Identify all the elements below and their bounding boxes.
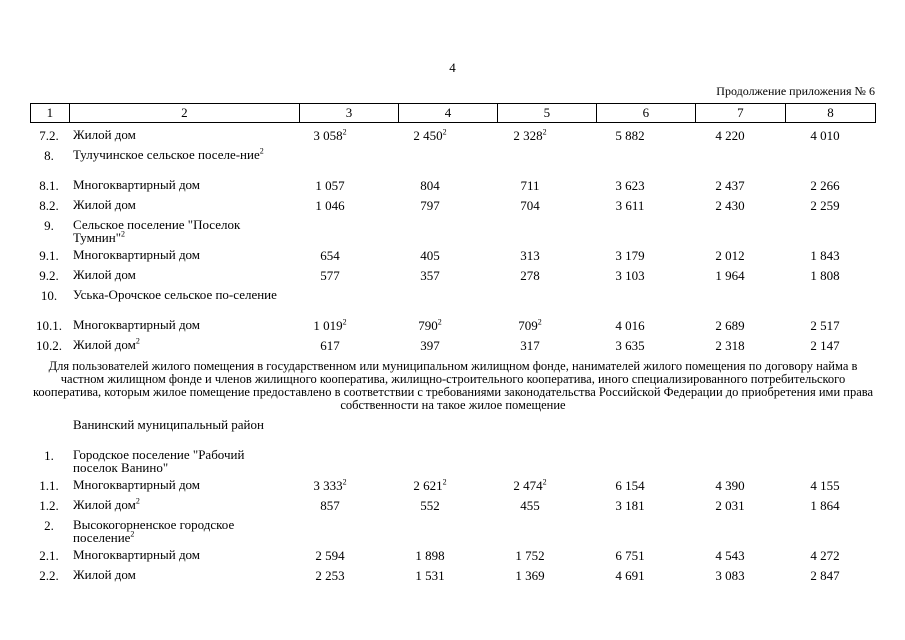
value-text: 2 689 [715, 318, 745, 333]
row-value-col-6 [580, 568, 680, 584]
row-value-col-8 [775, 178, 875, 194]
row-value-col-8 [775, 568, 875, 584]
table-row [30, 246, 876, 266]
row-number: 1.2. [39, 498, 59, 513]
table-row [30, 196, 876, 216]
value-text: 797 [420, 198, 440, 213]
table-row [30, 546, 876, 566]
row-name [73, 178, 283, 191]
value-text: 4 155 [810, 478, 840, 493]
value-text: 857 [320, 498, 340, 513]
value-text: 313 [520, 248, 540, 263]
row-name [73, 248, 283, 261]
value-text: 711 [520, 178, 540, 193]
row-value-col-5 [480, 268, 580, 284]
value-text: 405 [420, 248, 440, 263]
row-name-text: Жилой дом [73, 267, 136, 282]
row-value-col-7 [680, 338, 780, 354]
row-name-text: Многоквартирный дом [73, 247, 201, 262]
row-value-col-5 [480, 568, 580, 584]
row-value-col-8 [775, 498, 875, 514]
value-text: 4 543 [715, 548, 745, 563]
table-row [30, 516, 876, 546]
row-value-col-5 [480, 248, 580, 264]
value-text: 3 083 [715, 568, 745, 583]
row-name-text: Сельское поселение "Поселок Тумнин" [73, 217, 241, 245]
value-text: 455 [520, 498, 540, 513]
row-name-text: Ванинский муниципальный район [73, 417, 264, 432]
row-value-col-3 [280, 338, 380, 354]
column-header-table [30, 103, 876, 123]
row-value-col-8 [775, 548, 875, 564]
table-row [30, 336, 876, 356]
table-row [30, 266, 876, 286]
row-name-text: Высокогорненское городское поселение [73, 517, 235, 545]
value-text: 1 531 [415, 568, 445, 583]
footnote-mark: 2 [437, 317, 442, 327]
row-name [73, 288, 283, 301]
row-value-col-8 [775, 248, 875, 264]
value-text: 617 [320, 338, 340, 353]
value-text: 6 751 [615, 548, 645, 563]
row-value-col-7 [680, 248, 780, 264]
value-text: 2 474 [513, 478, 543, 493]
value-text: 3 623 [615, 178, 645, 193]
row-value-col-6 [580, 178, 680, 194]
row-value-col-7 [680, 178, 780, 194]
value-text: 654 [320, 248, 340, 263]
row-number: 2.1. [39, 548, 59, 563]
table-row [30, 176, 876, 196]
table-body [30, 126, 876, 586]
row-value-col-5 [480, 498, 580, 514]
footnote-mark: 2 [130, 529, 135, 539]
value-text: 4 016 [615, 318, 645, 333]
row-value-col-7 [680, 548, 780, 564]
row-number: 9.1. [39, 248, 59, 263]
row-value-col-3 [280, 268, 380, 284]
row-value-col-6 [580, 198, 680, 214]
table-row [30, 416, 876, 446]
row-value-col-6 [580, 268, 680, 284]
value-text: 4 390 [715, 478, 745, 493]
col-header-4: 4 [399, 104, 498, 123]
value-text: 709 [518, 318, 538, 333]
row-name-text: Тулучинское сельское поселе-ние [73, 147, 260, 162]
row-name-text: Жилой дом [73, 127, 136, 142]
row-name-text: Жилой дом [73, 497, 136, 512]
table-row [30, 446, 876, 476]
row-value-col-3 [280, 198, 380, 214]
value-text: 1 057 [315, 178, 345, 193]
row-name [73, 218, 283, 244]
row-value-col-6 [580, 548, 680, 564]
row-value-col-3 [280, 178, 380, 194]
row-value-col-4 [380, 318, 480, 334]
row-name-text: Городское поселение "Рабочий поселок Ванино" [73, 447, 245, 475]
value-text: 317 [520, 338, 540, 353]
row-value-col-5 [480, 318, 580, 334]
row-number: 10.2. [36, 338, 62, 353]
footnote-mark: 2 [537, 317, 542, 327]
table-row [30, 286, 876, 316]
row-name [73, 568, 283, 581]
row-value-col-4 [380, 338, 480, 354]
row-name-text: Уська-Орочское сельское по-селение [73, 287, 277, 302]
row-number: 7.2. [39, 128, 59, 143]
value-text: 1 369 [515, 568, 545, 583]
row-value-col-7 [680, 198, 780, 214]
value-text: 3 635 [615, 338, 645, 353]
value-text: 4 272 [810, 548, 840, 563]
value-text: 2 430 [715, 198, 745, 213]
row-value-col-4 [380, 268, 480, 284]
row-value-col-7 [680, 128, 780, 144]
row-name [73, 198, 283, 211]
value-text: 2 012 [715, 248, 745, 263]
row-name [73, 318, 283, 331]
row-value-col-8 [775, 198, 875, 214]
row-value-col-7 [680, 318, 780, 334]
row-number: 1. [44, 448, 54, 463]
col-header-5: 5 [497, 104, 596, 123]
row-name [73, 498, 283, 511]
value-text: 2 031 [715, 498, 745, 513]
row-value-col-4 [380, 568, 480, 584]
row-value-col-7 [680, 268, 780, 284]
value-text: 1 752 [515, 548, 545, 563]
row-number: 8. [44, 148, 54, 163]
row-value-col-6 [580, 338, 680, 354]
value-text: 278 [520, 268, 540, 283]
value-text: 2 328 [513, 128, 543, 143]
value-text: 1 808 [810, 268, 840, 283]
row-value-col-4 [380, 178, 480, 194]
row-name-text: Многоквартирный дом [73, 177, 201, 192]
value-text: 2 847 [810, 568, 840, 583]
value-text: 6 154 [615, 478, 645, 493]
section-note: Для пользователей жилого помещения в государственном или муниципальном жилищном фонде, нанимателей жилого помещения по договору найма в частном жилищном фонде и членов жилищного кооператива, жилищно-строительного кооператива, иного специализированного потребительского кооператива, которым жилое помещение предоставлено в соответствии с требованиями законодательства Российской Федерации до приобретения ими права собственности на такое жилое помещение [32, 359, 874, 412]
row-value-col-4 [380, 248, 480, 264]
row-number: 8.1. [39, 178, 59, 193]
row-name-text: Многоквартирный дом [73, 477, 201, 492]
row-value-col-4 [380, 198, 480, 214]
footnote-mark: 2 [442, 477, 447, 487]
value-text: 3 181 [615, 498, 645, 513]
row-value-col-3 [280, 548, 380, 564]
row-name [73, 268, 283, 281]
value-text: 1 864 [810, 498, 840, 513]
row-number: 9.2. [39, 268, 59, 283]
row-name-text: Жилой дом [73, 567, 136, 582]
row-value-col-5 [480, 338, 580, 354]
value-text: 4 691 [615, 568, 645, 583]
row-value-col-5 [480, 478, 580, 494]
value-text: 3 058 [313, 128, 343, 143]
page-number: 4 [449, 60, 456, 75]
row-name [73, 128, 283, 141]
row-value-col-6 [580, 128, 680, 144]
footnote-mark: 2 [342, 317, 347, 327]
row-value-col-7 [680, 568, 780, 584]
footnote-mark: 2 [342, 477, 347, 487]
row-name-text: Жилой дом [73, 337, 136, 352]
value-text: 397 [420, 338, 440, 353]
value-text: 790 [418, 318, 438, 333]
continuation-label: Продолжение приложения № 6 [716, 84, 875, 98]
row-value-col-5 [480, 178, 580, 194]
row-number: 9. [44, 218, 54, 233]
row-number: 8.2. [39, 198, 59, 213]
row-name [73, 478, 283, 491]
value-text: 2 318 [715, 338, 745, 353]
row-value-col-4 [380, 498, 480, 514]
table-row [30, 496, 876, 516]
row-value-col-3 [280, 128, 380, 144]
value-text: 2 594 [315, 548, 345, 563]
footnote-mark: 2 [342, 127, 347, 137]
row-value-col-6 [580, 498, 680, 514]
value-text: 2 621 [413, 478, 443, 493]
footnote-mark: 2 [135, 336, 140, 346]
row-value-col-5 [480, 128, 580, 144]
value-text: 1 019 [313, 318, 343, 333]
value-text: 1 964 [715, 268, 745, 283]
table-row [30, 476, 876, 496]
table-row [30, 126, 876, 146]
footnote-mark: 2 [542, 477, 547, 487]
value-text: 1 898 [415, 548, 445, 563]
footnote-mark: 2 [135, 496, 140, 506]
row-name [73, 518, 283, 544]
row-value-col-4 [380, 128, 480, 144]
footnote-mark: 2 [259, 146, 264, 156]
value-text: 2 450 [413, 128, 443, 143]
row-value-col-8 [775, 338, 875, 354]
value-text: 2 517 [810, 318, 840, 333]
row-value-col-5 [480, 548, 580, 564]
col-header-2: 2 [69, 104, 299, 123]
table-row [30, 146, 876, 176]
row-name [73, 338, 283, 351]
col-header-7: 7 [695, 104, 785, 123]
row-number: 2. [44, 518, 54, 533]
value-text: 3 333 [313, 478, 343, 493]
value-text: 577 [320, 268, 340, 283]
col-header-6: 6 [596, 104, 695, 123]
col-header-1: 1 [31, 104, 70, 123]
table-row [30, 316, 876, 336]
row-name-text: Многоквартирный дом [73, 317, 201, 332]
value-text: 804 [420, 178, 440, 193]
value-text: 2 437 [715, 178, 745, 193]
table-row [30, 566, 876, 586]
row-value-col-6 [580, 478, 680, 494]
value-text: 552 [420, 498, 440, 513]
row-name [73, 448, 283, 474]
row-value-col-3 [280, 498, 380, 514]
value-text: 4 010 [810, 128, 840, 143]
row-name-text: Жилой дом [73, 197, 136, 212]
row-name [73, 418, 283, 431]
value-text: 2 259 [810, 198, 840, 213]
value-text: 704 [520, 198, 540, 213]
footnote-mark: 2 [542, 127, 547, 137]
value-text: 5 882 [615, 128, 645, 143]
row-value-col-5 [480, 198, 580, 214]
row-value-col-8 [775, 128, 875, 144]
row-value-col-8 [775, 318, 875, 334]
value-text: 1 046 [315, 198, 345, 213]
row-value-col-4 [380, 548, 480, 564]
row-name-text: Многоквартирный дом [73, 547, 201, 562]
value-text: 1 843 [810, 248, 840, 263]
row-value-col-3 [280, 248, 380, 264]
footnote-mark: 2 [442, 127, 447, 137]
row-value-col-6 [580, 248, 680, 264]
row-value-col-3 [280, 568, 380, 584]
row-value-col-6 [580, 318, 680, 334]
table-row [30, 216, 876, 246]
value-text: 3 611 [615, 198, 645, 213]
value-text: 4 220 [715, 128, 745, 143]
value-text: 3 103 [615, 268, 645, 283]
row-value-col-8 [775, 478, 875, 494]
value-text: 357 [420, 268, 440, 283]
footnote-mark: 2 [121, 229, 126, 239]
col-header-3: 3 [300, 104, 399, 123]
row-number: 10. [40, 288, 58, 303]
value-text: 2 266 [810, 178, 840, 193]
row-number: 1.1. [39, 478, 59, 493]
row-name [73, 148, 283, 161]
value-text: 3 179 [615, 248, 645, 263]
row-value-col-7 [680, 498, 780, 514]
col-header-8: 8 [785, 104, 875, 123]
row-value-col-4 [380, 478, 480, 494]
row-value-col-3 [280, 478, 380, 494]
value-text: 2 253 [315, 568, 345, 583]
row-number: 10.1. [36, 318, 62, 333]
row-value-col-7 [680, 478, 780, 494]
row-value-col-8 [775, 268, 875, 284]
row-value-col-3 [280, 318, 380, 334]
value-text: 2 147 [810, 338, 840, 353]
row-number: 2.2. [39, 568, 59, 583]
row-name [73, 548, 283, 561]
